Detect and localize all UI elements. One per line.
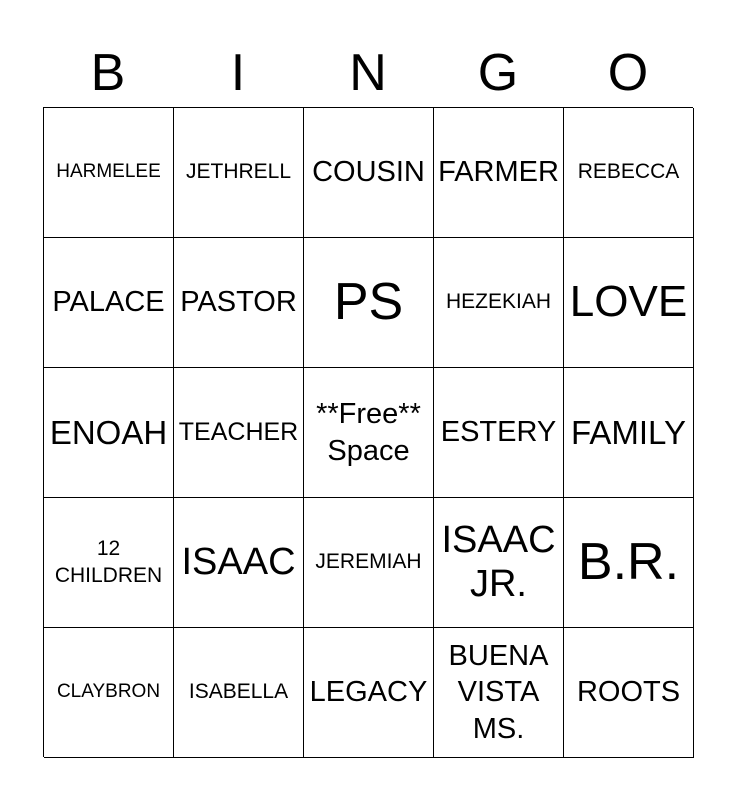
bingo-cell: [434, 108, 564, 238]
header-letter-g: G: [477, 44, 519, 102]
cell-text: ISAAC: [181, 540, 296, 583]
bingo-grid: [43, 107, 693, 757]
header-letter-b: B: [90, 44, 126, 102]
cell-text: COUSIN: [312, 156, 425, 189]
cell-text: **Free** Space: [316, 398, 421, 467]
cell-text: BUENA VISTA MS.: [448, 640, 549, 745]
header-letter-n: N: [349, 44, 387, 102]
cell-text: PS: [333, 272, 404, 331]
cell-text: CLAYBRON: [56, 681, 161, 703]
bingo-cell: [44, 368, 174, 498]
bingo-cell: [174, 368, 304, 498]
bingo-cell: [564, 108, 694, 238]
cell-text: FAMILY: [571, 413, 686, 451]
bingo-cell: [304, 498, 434, 628]
cell-text: TEACHER: [178, 417, 299, 446]
cell-text: PASTOR: [180, 286, 297, 319]
cell-text: B.R.: [577, 532, 680, 591]
bingo-cell: [44, 108, 174, 238]
bingo-cell: [174, 628, 304, 758]
bingo-cell: [564, 368, 694, 498]
bingo-cell: [44, 238, 174, 368]
cell-text: PALACE: [52, 286, 165, 319]
cell-text: ENOAH: [49, 413, 168, 451]
bingo-cell: [174, 498, 304, 628]
bingo-cell: [434, 238, 564, 368]
bingo-cell: [304, 628, 434, 758]
cell-text: HARMELEE: [56, 161, 161, 183]
bingo-cell: [44, 498, 174, 628]
cell-text: ISAAC JR.: [441, 518, 556, 605]
header-letter-i: I: [230, 44, 246, 102]
bingo-cell: [44, 628, 174, 758]
cell-text: 12 CHILDREN: [54, 537, 163, 587]
cell-text: JEREMIAH: [315, 550, 422, 574]
cell-text: LEGACY: [309, 676, 428, 709]
bingo-cell: [304, 238, 434, 368]
cell-text: ISABELLA: [188, 680, 289, 704]
bingo-cell: [304, 108, 434, 238]
cell-text: ESTERY: [440, 416, 557, 449]
header-letter-o: O: [607, 44, 649, 102]
bingo-header: [43, 40, 693, 106]
bingo-cell: [434, 368, 564, 498]
bingo-cell: [564, 498, 694, 628]
bingo-cell: [174, 238, 304, 368]
free-space-cell: [304, 368, 434, 498]
bingo-cell: [564, 238, 694, 368]
cell-text: REBECCA: [577, 160, 680, 184]
cell-text: ROOTS: [576, 676, 681, 709]
bingo-cell: [434, 498, 564, 628]
cell-text: JETHRELL: [185, 160, 292, 184]
cell-text: HEZEKIAH: [445, 290, 552, 314]
bingo-cell: [174, 108, 304, 238]
cell-text: LOVE: [569, 277, 688, 327]
bingo-cell: [564, 628, 694, 758]
cell-text: FARMER: [438, 156, 559, 189]
bingo-cell: [434, 628, 564, 758]
